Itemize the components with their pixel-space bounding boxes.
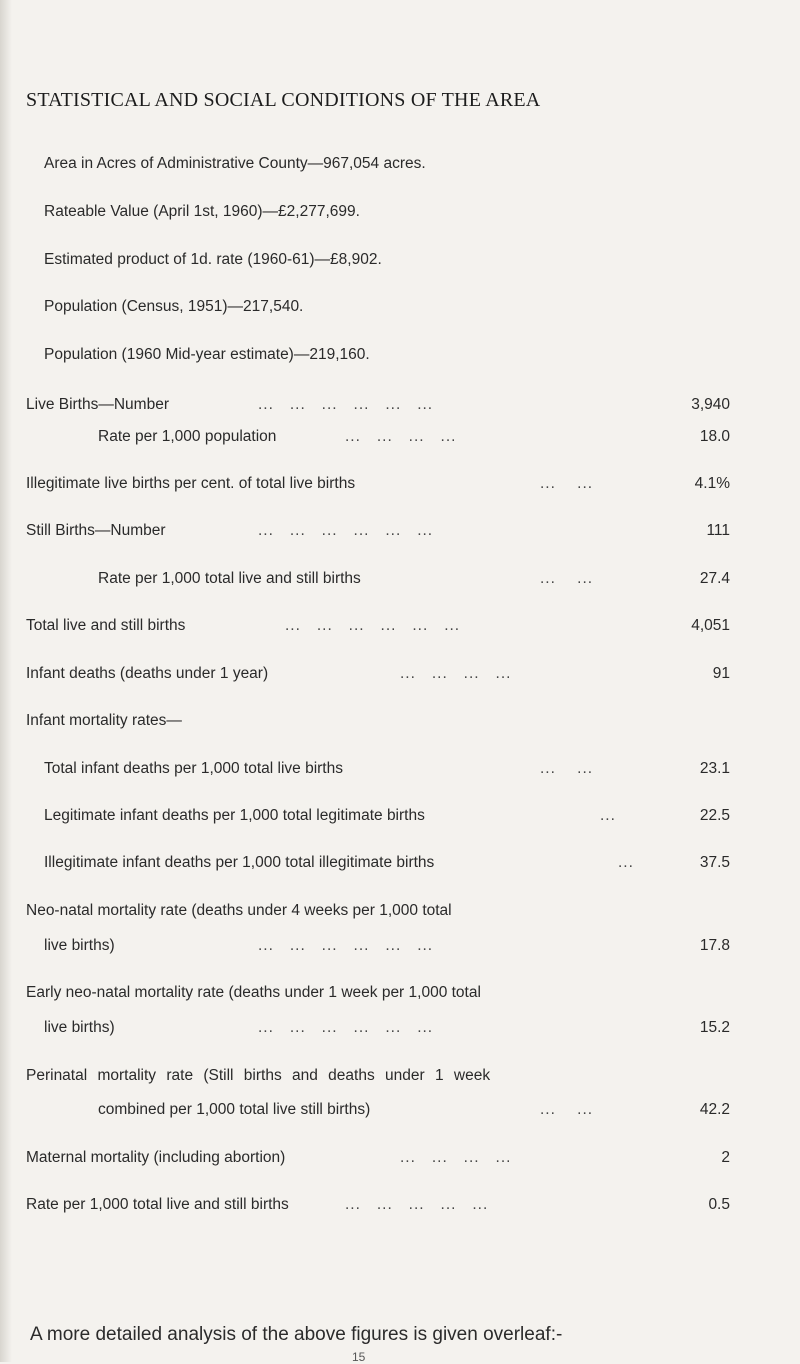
stat-label: Legitimate infant deaths per 1,000 total legitimate births — [44, 807, 425, 824]
stat-label: Total live and still births — [26, 617, 186, 634]
stat-value: 111 — [706, 522, 730, 539]
stat-label: Rate per 1,000 total live and still births — [26, 1196, 289, 1213]
stat-value: 18.0 — [699, 428, 730, 445]
page-number: 15 — [352, 1350, 366, 1364]
stat-label: Illegitimate live births per cent. of total live births — [26, 475, 356, 492]
stat-row-illegitimate — [0, 475, 760, 497]
stat-value: 3,940 — [691, 396, 730, 413]
stat-row-legitimate-infant — [0, 807, 760, 829]
early-neonatal-label-line1: Early neo-natal mortality rate (deaths under 1 week per 1,000 total — [26, 984, 481, 1001]
stat-label: Live Births—Number — [26, 396, 169, 413]
page-title: STATISTICAL AND SOCIAL CONDITIONS OF THE AREA — [26, 89, 541, 111]
leader-dots: ... ... ... ... ... ... — [258, 396, 434, 413]
intro-rate-product: Estimated product of 1d. rate (1960-61)—£8,902. — [44, 251, 382, 268]
stat-label: Rate per 1,000 population — [98, 428, 277, 445]
leader-dots: ... ... ... ... ... ... — [258, 1019, 434, 1036]
stat-label: Illegitimate infant deaths per 1,000 total illegitimate births — [44, 854, 435, 871]
stat-value: 15.2 — [699, 1019, 730, 1036]
stat-row-perinatal — [0, 1101, 760, 1123]
stat-row-neonatal — [0, 937, 760, 959]
leader-dots: ... ... ... ... — [400, 1149, 512, 1166]
stat-value: 4,051 — [691, 617, 730, 634]
stat-label: combined per 1,000 total live still births) — [98, 1101, 371, 1118]
stat-value: 91 — [712, 665, 730, 682]
leader-dots: ... — [600, 807, 616, 824]
stat-row-live-births — [0, 396, 760, 418]
leader-dots: ... ... — [540, 570, 594, 587]
stat-label: live births) — [44, 1019, 115, 1036]
intro-rateable-value: Rateable Value (April 1st, 1960)—£2,277,699. — [44, 203, 360, 220]
intro-population-census: Population (Census, 1951)—217,540. — [44, 298, 304, 315]
intro-area: Area in Acres of Administrative County—967,054 acres. — [44, 155, 426, 172]
stat-row-still-births — [0, 522, 760, 544]
stat-value: 17.8 — [699, 937, 730, 954]
stat-label: Still Births—Number — [26, 522, 166, 539]
stat-row-early-neonatal — [0, 1019, 760, 1041]
stat-row-maternal — [0, 1149, 760, 1171]
intro-population-estimate: Population (1960 Mid-year estimate)—219,160. — [44, 346, 370, 363]
stat-row-total-infant — [0, 760, 760, 782]
stat-label: live births) — [44, 937, 115, 954]
stat-value: 37.5 — [699, 854, 730, 871]
infant-mortality-heading: Infant mortality rates— — [26, 712, 182, 729]
leader-dots: ... ... ... ... ... ... — [258, 937, 434, 954]
stat-value: 42.2 — [699, 1101, 730, 1118]
stat-label: Rate per 1,000 total live and still births — [98, 570, 361, 587]
stat-row-illegitimate-infant — [0, 854, 760, 876]
stat-row-still-births-rate — [0, 570, 760, 592]
leader-dots: ... ... ... ... ... ... — [285, 617, 461, 634]
leader-dots: ... ... ... ... ... ... — [258, 522, 434, 539]
stat-value: 23.1 — [699, 760, 730, 777]
neonatal-label-line1: Neo-natal mortality rate (deaths under 4 weeks per 1,000 total — [26, 902, 452, 919]
leader-dots: ... ... ... ... — [400, 665, 512, 682]
leader-dots: ... ... ... ... — [345, 428, 457, 445]
stat-value: 22.5 — [699, 807, 730, 824]
stat-value: 0.5 — [708, 1196, 730, 1213]
leader-dots: ... ... — [540, 475, 594, 492]
stat-row-maternal-rate — [0, 1196, 760, 1218]
stat-row-live-births-rate — [0, 428, 760, 450]
leader-dots: ... ... — [540, 760, 594, 777]
leader-dots: ... ... — [540, 1101, 594, 1118]
perinatal-label-line1: Perinatal mortality rate (Still births and deaths under 1 week — [26, 1067, 491, 1084]
footer-note: A more detailed analysis of the above figures is given overleaf:- — [30, 1324, 563, 1345]
stat-row-infant-deaths — [0, 665, 760, 687]
stat-label: Total infant deaths per 1,000 total live births — [44, 760, 343, 777]
leader-dots: ... — [618, 854, 634, 871]
stat-label: Infant deaths (deaths under 1 year) — [26, 665, 269, 682]
leader-dots: ... ... ... ... ... — [345, 1196, 489, 1213]
stat-row-total-live-still — [0, 617, 760, 639]
stat-label: Maternal mortality (including abortion) — [26, 1149, 286, 1166]
stat-value: 4.1% — [694, 475, 730, 492]
stat-value: 2 — [721, 1149, 730, 1166]
stat-value: 27.4 — [699, 570, 730, 587]
